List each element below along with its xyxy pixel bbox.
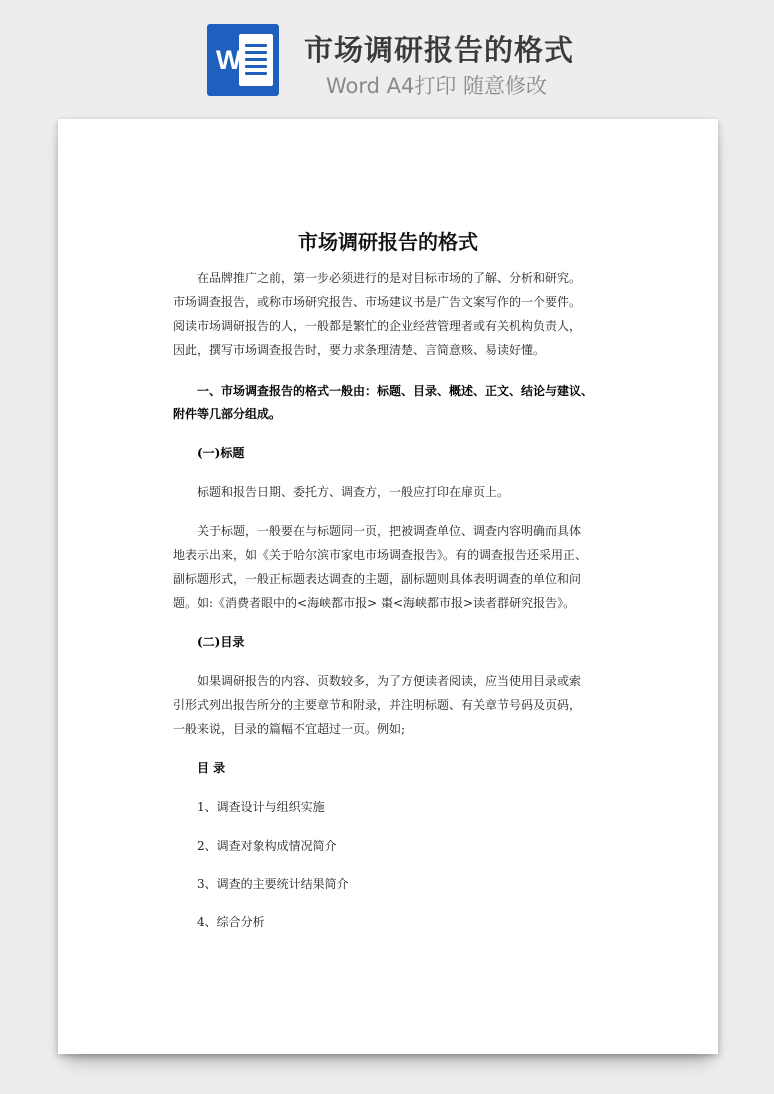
toc-item: 3、调查的主要统计结果简介 bbox=[197, 877, 349, 891]
header-title: 市场调研报告的格式 bbox=[304, 33, 575, 67]
section-heading: 一、市场调查报告的格式一般由：标题、目录、概述、正文、结论与建议、 bbox=[197, 384, 594, 398]
word-letter: W bbox=[216, 45, 242, 75]
document-title: 市场调研报告的格式 bbox=[298, 230, 478, 254]
paragraph-line: 关于标题，一般要在与标题同一页，把被调查单位、调查内容明确而具体 bbox=[197, 524, 582, 538]
paragraph-line: 引形式列出报告所分的主要章节和附录，并注明标题、有关章节号码及页码， bbox=[173, 698, 582, 712]
paragraph-line: 市场调查报告，或称市场研究报告、市场建议书是广告文案写作的一个要件。 bbox=[173, 295, 582, 309]
paragraph-line: 副标题形式，一般正标题表达调查的主题，副标题则具体表明调查的单位和问 bbox=[173, 572, 582, 586]
section-heading: 附件等几部分组成。 bbox=[173, 407, 282, 421]
subsection-heading: (一)标题 bbox=[197, 446, 245, 460]
paragraph-line: 在品牌推广之前，第一步必须进行的是对目标市场的了解、分析和研究。 bbox=[197, 271, 582, 285]
word-doc-icon bbox=[207, 24, 279, 96]
paragraph-line: 题。如:《消费者眼中的<海峡都市报> 棗<海峡都市报>读者群研究报告》。 bbox=[173, 596, 576, 610]
header bbox=[0, 0, 774, 112]
header-subtitle: Word A4打印 随意修改 bbox=[326, 74, 548, 98]
paragraph-line: 因此，撰写市场调查报告时，要力求条理清楚、言简意赅、易读好懂。 bbox=[173, 343, 546, 357]
toc-item: 2、调查对象构成情况简介 bbox=[197, 839, 337, 853]
toc-item: 1、调查设计与组织实施 bbox=[197, 800, 325, 814]
toc-item: 4、综合分析 bbox=[197, 915, 265, 929]
paragraph-line: 如果调研报告的内容、页数较多，为了方便读者阅读，应当使用目录或索 bbox=[197, 674, 582, 688]
document-page bbox=[58, 119, 718, 1054]
paragraph-line: 标题和报告日期、委托方、调查方，一般应打印在扉页上。 bbox=[197, 485, 510, 499]
toc-heading: 目 录 bbox=[197, 761, 226, 775]
paragraph-line: 一般来说，目录的篇幅不宜超过一页。例如; bbox=[173, 722, 406, 736]
paragraph-line: 阅读市场调研报告的人，一般都是繁忙的企业经营管理者或有关机构负责人， bbox=[173, 319, 582, 333]
subsection-heading: (二)目录 bbox=[197, 635, 245, 649]
paragraph-line: 地表示出来，如《关于哈尔滨市家电市场调查报告》。有的调查报告还采用正、 bbox=[173, 548, 588, 562]
